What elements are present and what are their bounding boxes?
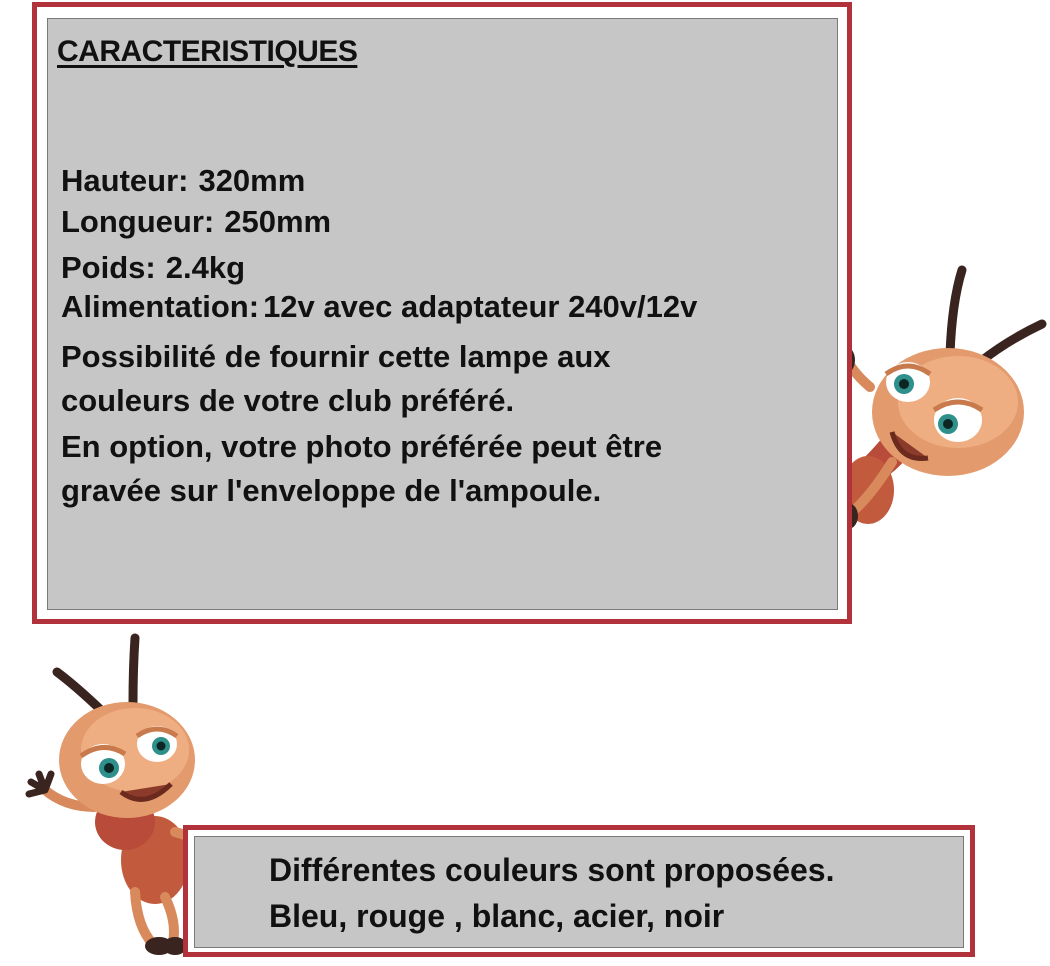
spec-label: Alimentation: — [61, 289, 260, 324]
spec-value: 2.4kg — [165, 250, 246, 285]
specifications-panel-body — [47, 18, 838, 610]
colors-panel-body — [194, 836, 964, 948]
spec-row-weight — [61, 250, 245, 286]
spec-label: Poids: — [61, 250, 156, 285]
spec-value: 12v avec adaptateur 240v/12v — [263, 289, 698, 324]
spec-row-length — [61, 204, 331, 240]
specifications-panel — [32, 2, 852, 624]
spec-value: 250mm — [224, 204, 332, 239]
colors-intro: Différentes couleurs sont proposées. — [269, 852, 835, 888]
colors-list: Bleu, rouge , blanc, acier, noir — [269, 898, 725, 934]
specifications-title: CARACTERISTIQUES — [57, 35, 358, 68]
spec-label: Longueur: — [61, 204, 215, 239]
colors-text — [269, 847, 834, 939]
spec-label: Hauteur: — [61, 163, 189, 198]
colors-panel — [183, 825, 975, 957]
spec-row-power — [61, 289, 697, 325]
note-club-colors: Possibilité de fournir cette lampe aux couleurs de votre club préféré. — [61, 339, 611, 418]
ant-peeking-illustration — [830, 262, 1050, 537]
spec-value: 320mm — [198, 163, 306, 198]
note-photo-engraving: En option, votre photo préférée peut être gravée sur l'enveloppe de l'ampoule. — [61, 429, 663, 508]
spec-row-height — [61, 163, 305, 199]
